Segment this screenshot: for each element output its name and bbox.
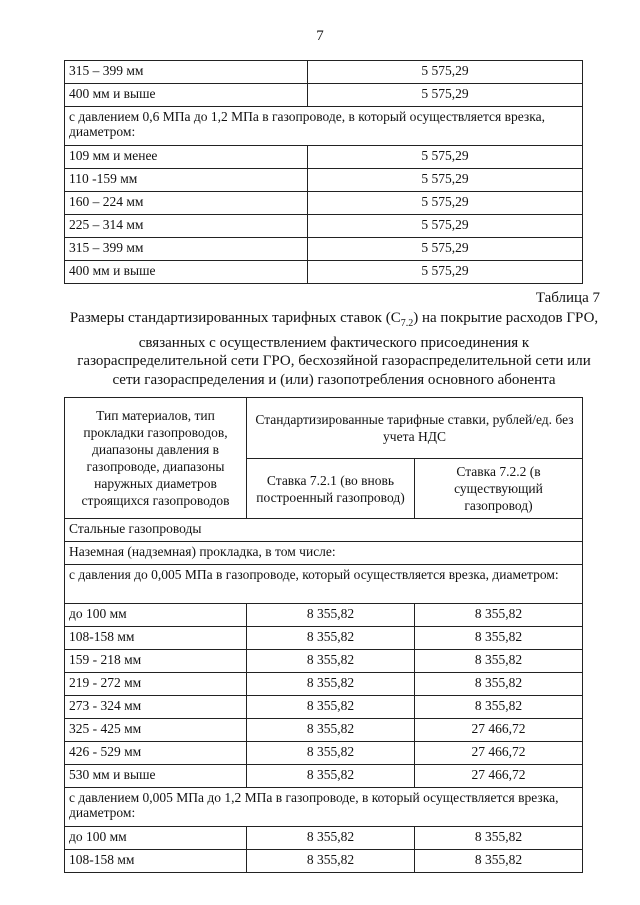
table-row: [65, 827, 583, 850]
row-label: 159 - 218 мм: [65, 650, 247, 673]
row-value: 5 575,29: [308, 61, 583, 84]
table-row: [65, 696, 583, 719]
row-label: 315 – 399 мм: [65, 61, 308, 84]
table-row: [65, 146, 583, 169]
section-row: [65, 107, 583, 146]
section-steel: Стальные газопроводы: [65, 519, 583, 542]
row-value-1: 8 355,82: [247, 850, 415, 873]
row-value-1: 8 355,82: [247, 765, 415, 788]
header-sub1: Ставка 7.2.1 (во вновь построенный газопровод): [247, 459, 415, 519]
row-value-2: 8 355,82: [415, 696, 583, 719]
row-value-1: 8 355,82: [247, 650, 415, 673]
row-value-2: 27 466,72: [415, 719, 583, 742]
section-pressure-2: с давлением 0,005 МПа до 1,2 МПа в газопроводе, в который осуществляется врезка, диаметром:: [65, 788, 583, 827]
header-group: Стандартизированные тарифные ставки, рублей/ед. без учета НДС: [247, 398, 583, 459]
row-value: 5 575,29: [308, 261, 583, 284]
table-row: [65, 215, 583, 238]
table-row: [65, 604, 583, 627]
row-value-1: 8 355,82: [247, 742, 415, 765]
section-pressure-1: с давления до 0,005 МПа в газопроводе, который осуществляется врезка, диаметром:: [65, 565, 583, 604]
row-value-2: 8 355,82: [415, 673, 583, 696]
table-row: [65, 850, 583, 873]
row-label: до 100 мм: [65, 827, 247, 850]
row-label: 160 – 224 мм: [65, 192, 308, 215]
row-value-1: 8 355,82: [247, 673, 415, 696]
table-row: [65, 261, 583, 284]
row-label: 400 мм и выше: [65, 84, 308, 107]
title-subscript: 7.2: [400, 318, 414, 329]
row-label: 426 - 529 мм: [65, 742, 247, 765]
row-value-2: 8 355,82: [415, 827, 583, 850]
row-value-2: 8 355,82: [415, 850, 583, 873]
header-row: [65, 398, 583, 459]
row-label: 110 -159 мм: [65, 169, 308, 192]
row-label: 108-158 мм: [65, 850, 247, 873]
row-label: 219 - 272 мм: [65, 673, 247, 696]
section-row: [65, 788, 583, 827]
table-row: [65, 765, 583, 788]
row-label: 400 мм и выше: [65, 261, 308, 284]
table-7-label: Таблица 7: [535, 290, 600, 306]
section-ground: Наземная (надземная) прокладка, в том числе:: [65, 542, 583, 565]
row-label: 108-158 мм: [65, 627, 247, 650]
row-label: 315 – 399 мм: [65, 238, 308, 261]
section-row: [65, 519, 583, 542]
table-row: [65, 742, 583, 765]
row-value-2: 27 466,72: [415, 765, 583, 788]
row-label: 273 - 324 мм: [65, 696, 247, 719]
row-value-1: 8 355,82: [247, 827, 415, 850]
row-label: 325 - 425 мм: [65, 719, 247, 742]
row-value: 5 575,29: [308, 169, 583, 192]
row-value-2: 8 355,82: [415, 627, 583, 650]
row-value-1: 8 355,82: [247, 604, 415, 627]
title-text-rest: ) на покрытие расходов ГРО, связанных с осуществлением фактического присоединения к газораспределительной сети ГРО, бесхозяйной газораспределительной сети или сети газораспределения и (или) газопотребления основного абонента: [77, 310, 599, 388]
table-7: [64, 397, 583, 873]
table-row: [65, 61, 583, 84]
row-label: 530 мм и выше: [65, 765, 247, 788]
header-sub2: Ставка 7.2.2 (в существующий газопровод): [415, 459, 583, 519]
page-number: 7: [316, 28, 324, 44]
section-row: [65, 565, 583, 604]
row-label: 225 – 314 мм: [65, 215, 308, 238]
table-row: [65, 169, 583, 192]
section-heading: с давлением 0,6 МПа до 1,2 МПа в газопроводе, в который осуществляется врезка, диаметром:: [65, 107, 583, 146]
table-row: [65, 719, 583, 742]
header-col1: Тип материалов, тип прокладки газопроводов, диапазоны давления в газопроводе, диапазоны наружных диаметров строящихся газопроводов: [65, 398, 247, 519]
row-label: до 100 мм: [65, 604, 247, 627]
section-row: [65, 542, 583, 565]
table-row: [65, 627, 583, 650]
row-value-2: 8 355,82: [415, 604, 583, 627]
row-value: 5 575,29: [308, 192, 583, 215]
row-value: 5 575,29: [308, 84, 583, 107]
table-row: [65, 84, 583, 107]
table-row: [65, 192, 583, 215]
table-row: [65, 673, 583, 696]
table-row: [65, 650, 583, 673]
table-7-title: [64, 309, 604, 389]
row-value: 5 575,29: [308, 215, 583, 238]
row-value-1: 8 355,82: [247, 696, 415, 719]
table-row: [65, 238, 583, 261]
row-value-2: 27 466,72: [415, 742, 583, 765]
table-6-continuation: [64, 60, 583, 284]
title-text: Размеры стандартизированных тарифных ставок (С: [69, 310, 401, 326]
row-value: 5 575,29: [308, 238, 583, 261]
row-value: 5 575,29: [308, 146, 583, 169]
row-value-2: 8 355,82: [415, 650, 583, 673]
row-value-1: 8 355,82: [247, 627, 415, 650]
row-value-1: 8 355,82: [247, 719, 415, 742]
row-label: 109 мм и менее: [65, 146, 308, 169]
